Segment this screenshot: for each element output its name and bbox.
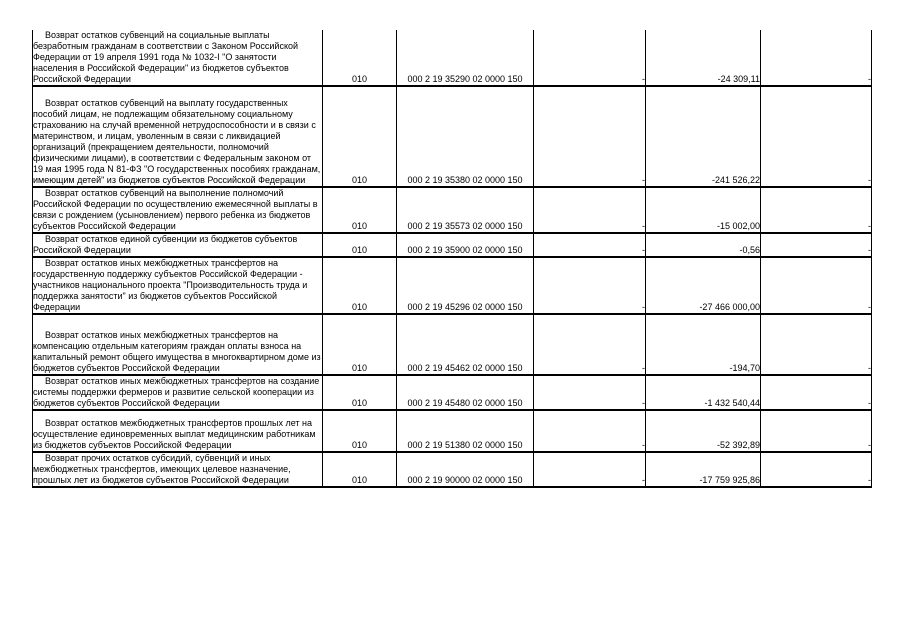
budget-table-container [32, 30, 872, 488]
row-amount: -27 466 000,00 [646, 257, 761, 314]
budget-table [32, 30, 872, 488]
row-col6-dash: - [761, 375, 872, 410]
row-col6-dash: - [761, 233, 872, 257]
row-col6-dash: - [761, 86, 872, 187]
row-line-code: 010 [323, 410, 397, 452]
table-row [33, 233, 872, 257]
row-classification-code: 000 2 19 90000 02 0000 150 [397, 452, 534, 487]
row-col6-dash: - [761, 187, 872, 233]
table-row [33, 314, 872, 375]
table-row [33, 375, 872, 410]
row-description: Возврат остатков субвенций на выплату государственных пособий лицам, не подлежащим обязательному социальному страхованию на случай временной нетрудоспособности и в связи с материнством, и лицам, уволенным в связи с ликвидацией организаций (прекращением деятельности, полномочий физическими лицами), в соответствии с Федеральным законом от 19 мая 1995 года N 81-ФЗ "О государственных пособиях гражданам, имеющим детей" из бюджетов субъектов Российской Федерации [33, 86, 323, 187]
row-amount: -241 526,22 [646, 86, 761, 187]
row-amount: -194,70 [646, 314, 761, 375]
row-classification-code: 000 2 19 45480 02 0000 150 [397, 375, 534, 410]
row-col4-dash: - [534, 314, 646, 375]
row-line-code: 010 [323, 375, 397, 410]
row-description: Возврат прочих остатков субсидий, субвенций и иных межбюджетных трансфертов, имеющих целевое назначение, прошлых лет из бюджетов субъектов Российской Федерации [33, 452, 323, 487]
row-description: Возврат остатков иных межбюджетных трансфертов на компенсацию отдельным категориям граждан оплаты взноса на капитальный ремонт общего имущества в многоквартирном доме из бюджетов субъектов Российской Федерации [33, 314, 323, 375]
table-row [33, 187, 872, 233]
row-description: Возврат остатков единой субвенции из бюджетов субъектов Российской Федерации [33, 233, 323, 257]
row-classification-code: 000 2 19 35900 02 0000 150 [397, 233, 534, 257]
row-col4-dash: - [534, 452, 646, 487]
row-description: Возврат остатков иных межбюджетных трансфертов на государственную поддержку субъектов Российской Федерации - участников национального проекта "Производительность труда и поддержка занятости" из бюджетов субъектов Российской Федерации [33, 257, 323, 314]
row-col4-dash: - [534, 257, 646, 314]
row-col6-dash: - [761, 452, 872, 487]
row-col4-dash: - [534, 410, 646, 452]
row-col4-dash: - [534, 233, 646, 257]
row-col6-dash: - [761, 30, 872, 86]
row-line-code: 010 [323, 86, 397, 187]
row-amount: -52 392,89 [646, 410, 761, 452]
table-row [33, 452, 872, 487]
row-description: Возврат остатков иных межбюджетных трансфертов на создание системы поддержки фермеров и развитие сельской кооперации из бюджетов субъектов Российской Федерации [33, 375, 323, 410]
row-col4-dash: - [534, 30, 646, 86]
row-classification-code: 000 2 19 45462 02 0000 150 [397, 314, 534, 375]
table-row [33, 410, 872, 452]
row-description: Возврат остатков субвенций на социальные выплаты безработным гражданам в соответствии с Законом Российской Федерации от 19 апреля 1991 года № 1032-I "О занятости населения в Российской Федерации" из бюджетов субъектов Российской Федерации [33, 30, 323, 86]
table-row [33, 30, 872, 86]
row-classification-code: 000 2 19 35290 02 0000 150 [397, 30, 534, 86]
row-line-code: 010 [323, 233, 397, 257]
row-col6-dash: - [761, 314, 872, 375]
row-amount: -17 759 925,86 [646, 452, 761, 487]
row-classification-code: 000 2 19 51380 02 0000 150 [397, 410, 534, 452]
row-classification-code: 000 2 19 35380 02 0000 150 [397, 86, 534, 187]
row-description: Возврат остатков межбюджетных трансфертов прошлых лет на осуществление единовременных выплат медицинским работникам из бюджетов субъектов Российской Федерации [33, 410, 323, 452]
row-line-code: 010 [323, 314, 397, 375]
row-col4-dash: - [534, 375, 646, 410]
row-col4-dash: - [534, 86, 646, 187]
row-line-code: 010 [323, 187, 397, 233]
row-amount: -15 002,00 [646, 187, 761, 233]
row-classification-code: 000 2 19 45296 02 0000 150 [397, 257, 534, 314]
row-col6-dash: - [761, 410, 872, 452]
row-amount: -24 309,11 [646, 30, 761, 86]
row-col6-dash: - [761, 257, 872, 314]
row-classification-code: 000 2 19 35573 02 0000 150 [397, 187, 534, 233]
row-line-code: 010 [323, 452, 397, 487]
table-row [33, 257, 872, 314]
table-row [33, 86, 872, 187]
row-col4-dash: - [534, 187, 646, 233]
row-amount: -0,56 [646, 233, 761, 257]
row-line-code: 010 [323, 257, 397, 314]
row-description: Возврат остатков субвенций на выполнение полномочий Российской Федерации по осуществлению ежемесячной выплаты в связи с рождением (усыновлением) первого ребенка из бюджетов субъектов Российской Федерации [33, 187, 323, 233]
row-line-code: 010 [323, 30, 397, 86]
row-amount: -1 432 540,44 [646, 375, 761, 410]
